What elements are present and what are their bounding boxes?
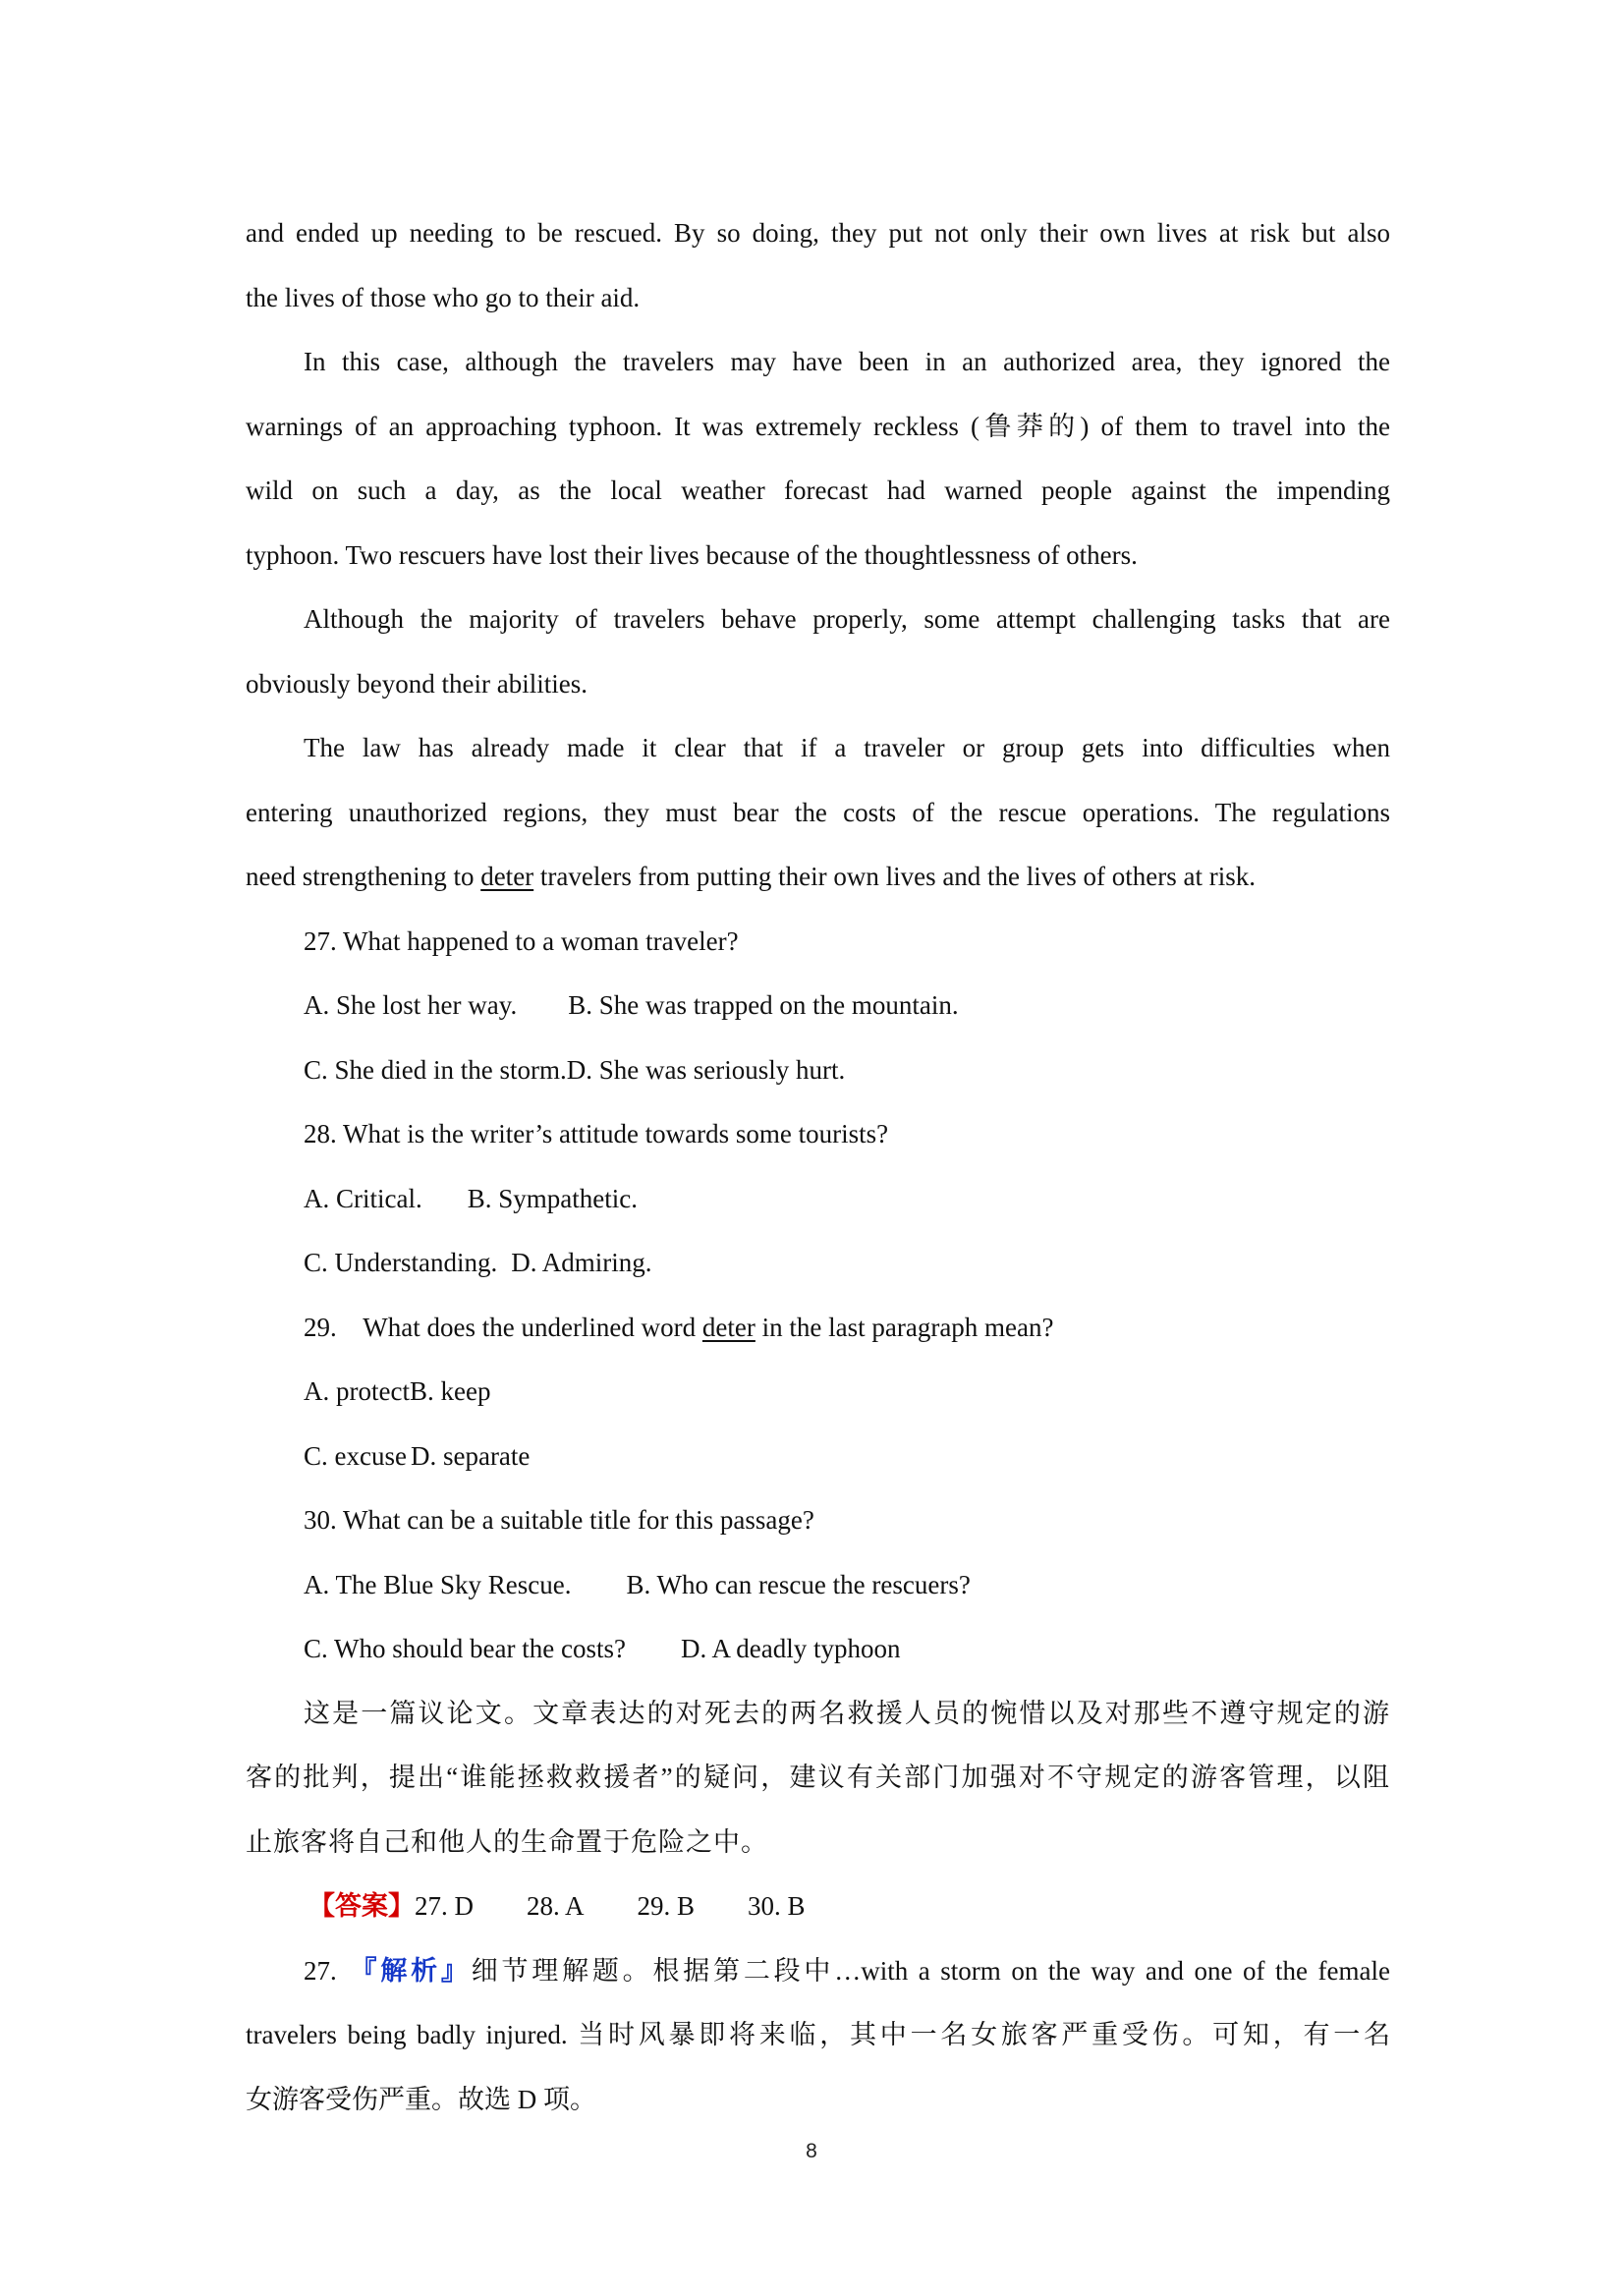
question-27-options-cd	[246, 1038, 1390, 1103]
question-28-options-cd	[246, 1231, 1390, 1296]
option-d: D. Admiring.	[511, 1248, 652, 1277]
option-c: C. She died in the storm.	[304, 1054, 567, 1085]
option-a: A. The Blue Sky Rescue.	[304, 1569, 572, 1599]
passage-line: the lives of those who go to their aid.	[246, 282, 641, 312]
answer-29: 29. B	[637, 1891, 696, 1921]
question-29-options-ab	[246, 1360, 1390, 1425]
analysis-line: 女游客受伤严重。故选 D 项。	[246, 2084, 596, 2114]
passage-text: travelers from putting their own lives and the lives of others at risk.	[533, 862, 1256, 891]
option-a: A. protect	[304, 1376, 410, 1406]
passage-line: and ended up needing to be rescued. By so doing, they put not only their own lives at risk but also	[246, 218, 1390, 248]
option-d: D. A deadly typhoon	[680, 1634, 901, 1663]
question-27-stem: 27. What happened to a woman traveler?	[304, 925, 739, 956]
option-c: C. Understanding.	[304, 1248, 498, 1277]
question-30-stem: 30. What can be a suitable title for this passage?	[304, 1505, 814, 1535]
answer-key	[246, 1875, 1390, 1939]
analysis-line: travelers being badly injured. 当时风暴即将来临，其中一名女旅客严重受伤。可知，有一名	[246, 2020, 1390, 2049]
question-28-options-ab	[246, 1167, 1390, 1232]
passage-text: need strengthening to	[246, 862, 481, 891]
passage-line: The law has already made it clear that if a traveler or group gets into difficulties when	[304, 733, 1390, 762]
page-number: 8	[806, 2140, 817, 2162]
underlined-word-deter: deter	[480, 862, 534, 891]
question-29-stem	[246, 1296, 1390, 1361]
option-d: D. She was seriously hurt.	[566, 1054, 846, 1085]
analysis-number: 27.	[304, 1955, 337, 1986]
answer-27: 27. D	[415, 1891, 474, 1921]
question-text: in the last paragraph mean?	[755, 1312, 1054, 1342]
option-b: B. Sympathetic.	[467, 1183, 638, 1213]
option-d: D. separate	[410, 1440, 531, 1471]
answer-30: 30. B	[748, 1891, 806, 1921]
question-29-options-cd	[246, 1425, 1390, 1489]
answer-tag: 【答案】	[308, 1891, 415, 1921]
passage-line	[246, 845, 1390, 910]
passage-line: warnings of an approaching typhoon. It was extremely reckless (鲁莽的) of them to travel into the	[246, 411, 1390, 441]
option-a: A. Critical.	[304, 1183, 422, 1213]
question-28-stem: 28. What is the writer’s attitude towards some tourists?	[304, 1119, 889, 1148]
question-30-options-cd	[246, 1617, 1390, 1682]
underlined-word-deter: deter	[701, 1312, 756, 1342]
option-b: B. Who can rescue the rescuers?	[626, 1569, 971, 1599]
option-b: B. She was trapped on the mountain.	[568, 990, 959, 1020]
passage-line: entering unauthorized regions, they must bear the costs of the rescue operations. The regulations	[246, 797, 1390, 827]
passage-line: typhoon. Two rescuers have lost their lives because of the thoughtlessness of others.	[246, 539, 1138, 570]
document-page	[246, 201, 1390, 2132]
passage-line: In this case, although the travelers may have been in an authorized area, they ignored the	[304, 347, 1390, 376]
passage-line: wild on such a day, as the local weather forecast had warned people against the impending	[246, 476, 1390, 505]
answer-28: 28. A	[527, 1891, 585, 1921]
option-c: C. excuse	[304, 1440, 407, 1471]
analysis-line	[246, 1939, 1390, 2004]
option-a: A. She lost her way.	[304, 990, 518, 1020]
option-b: B. keep	[409, 1376, 491, 1406]
summary-line: 这是一篇议论文。文章表达的对死去的两名救援人员的惋惜以及对那些不遵守规定的游	[304, 1698, 1390, 1728]
summary-line: 止旅客将自己和他人的生命置于危险之中。	[246, 1826, 768, 1857]
analysis-text: 细节理解题。根据第二段中…with a storm on the way and one of the female	[471, 1955, 1390, 1986]
analysis-tag: 『解析』	[346, 1955, 472, 1986]
summary-line: 客的批判，提出“谁能拯救救援者”的疑问，建议有关部门加强对不守规定的游客管理，以阻	[246, 1763, 1390, 1792]
question-27-options-ab	[246, 974, 1390, 1038]
question-text: 29. What does the underlined word	[304, 1312, 702, 1342]
passage-line: obviously beyond their abilities.	[246, 668, 588, 699]
option-c: C. Who should bear the costs?	[304, 1634, 626, 1663]
question-30-options-ab	[246, 1553, 1390, 1618]
passage-line: Although the majority of travelers behave properly, some attempt challenging tasks that are	[304, 604, 1390, 634]
